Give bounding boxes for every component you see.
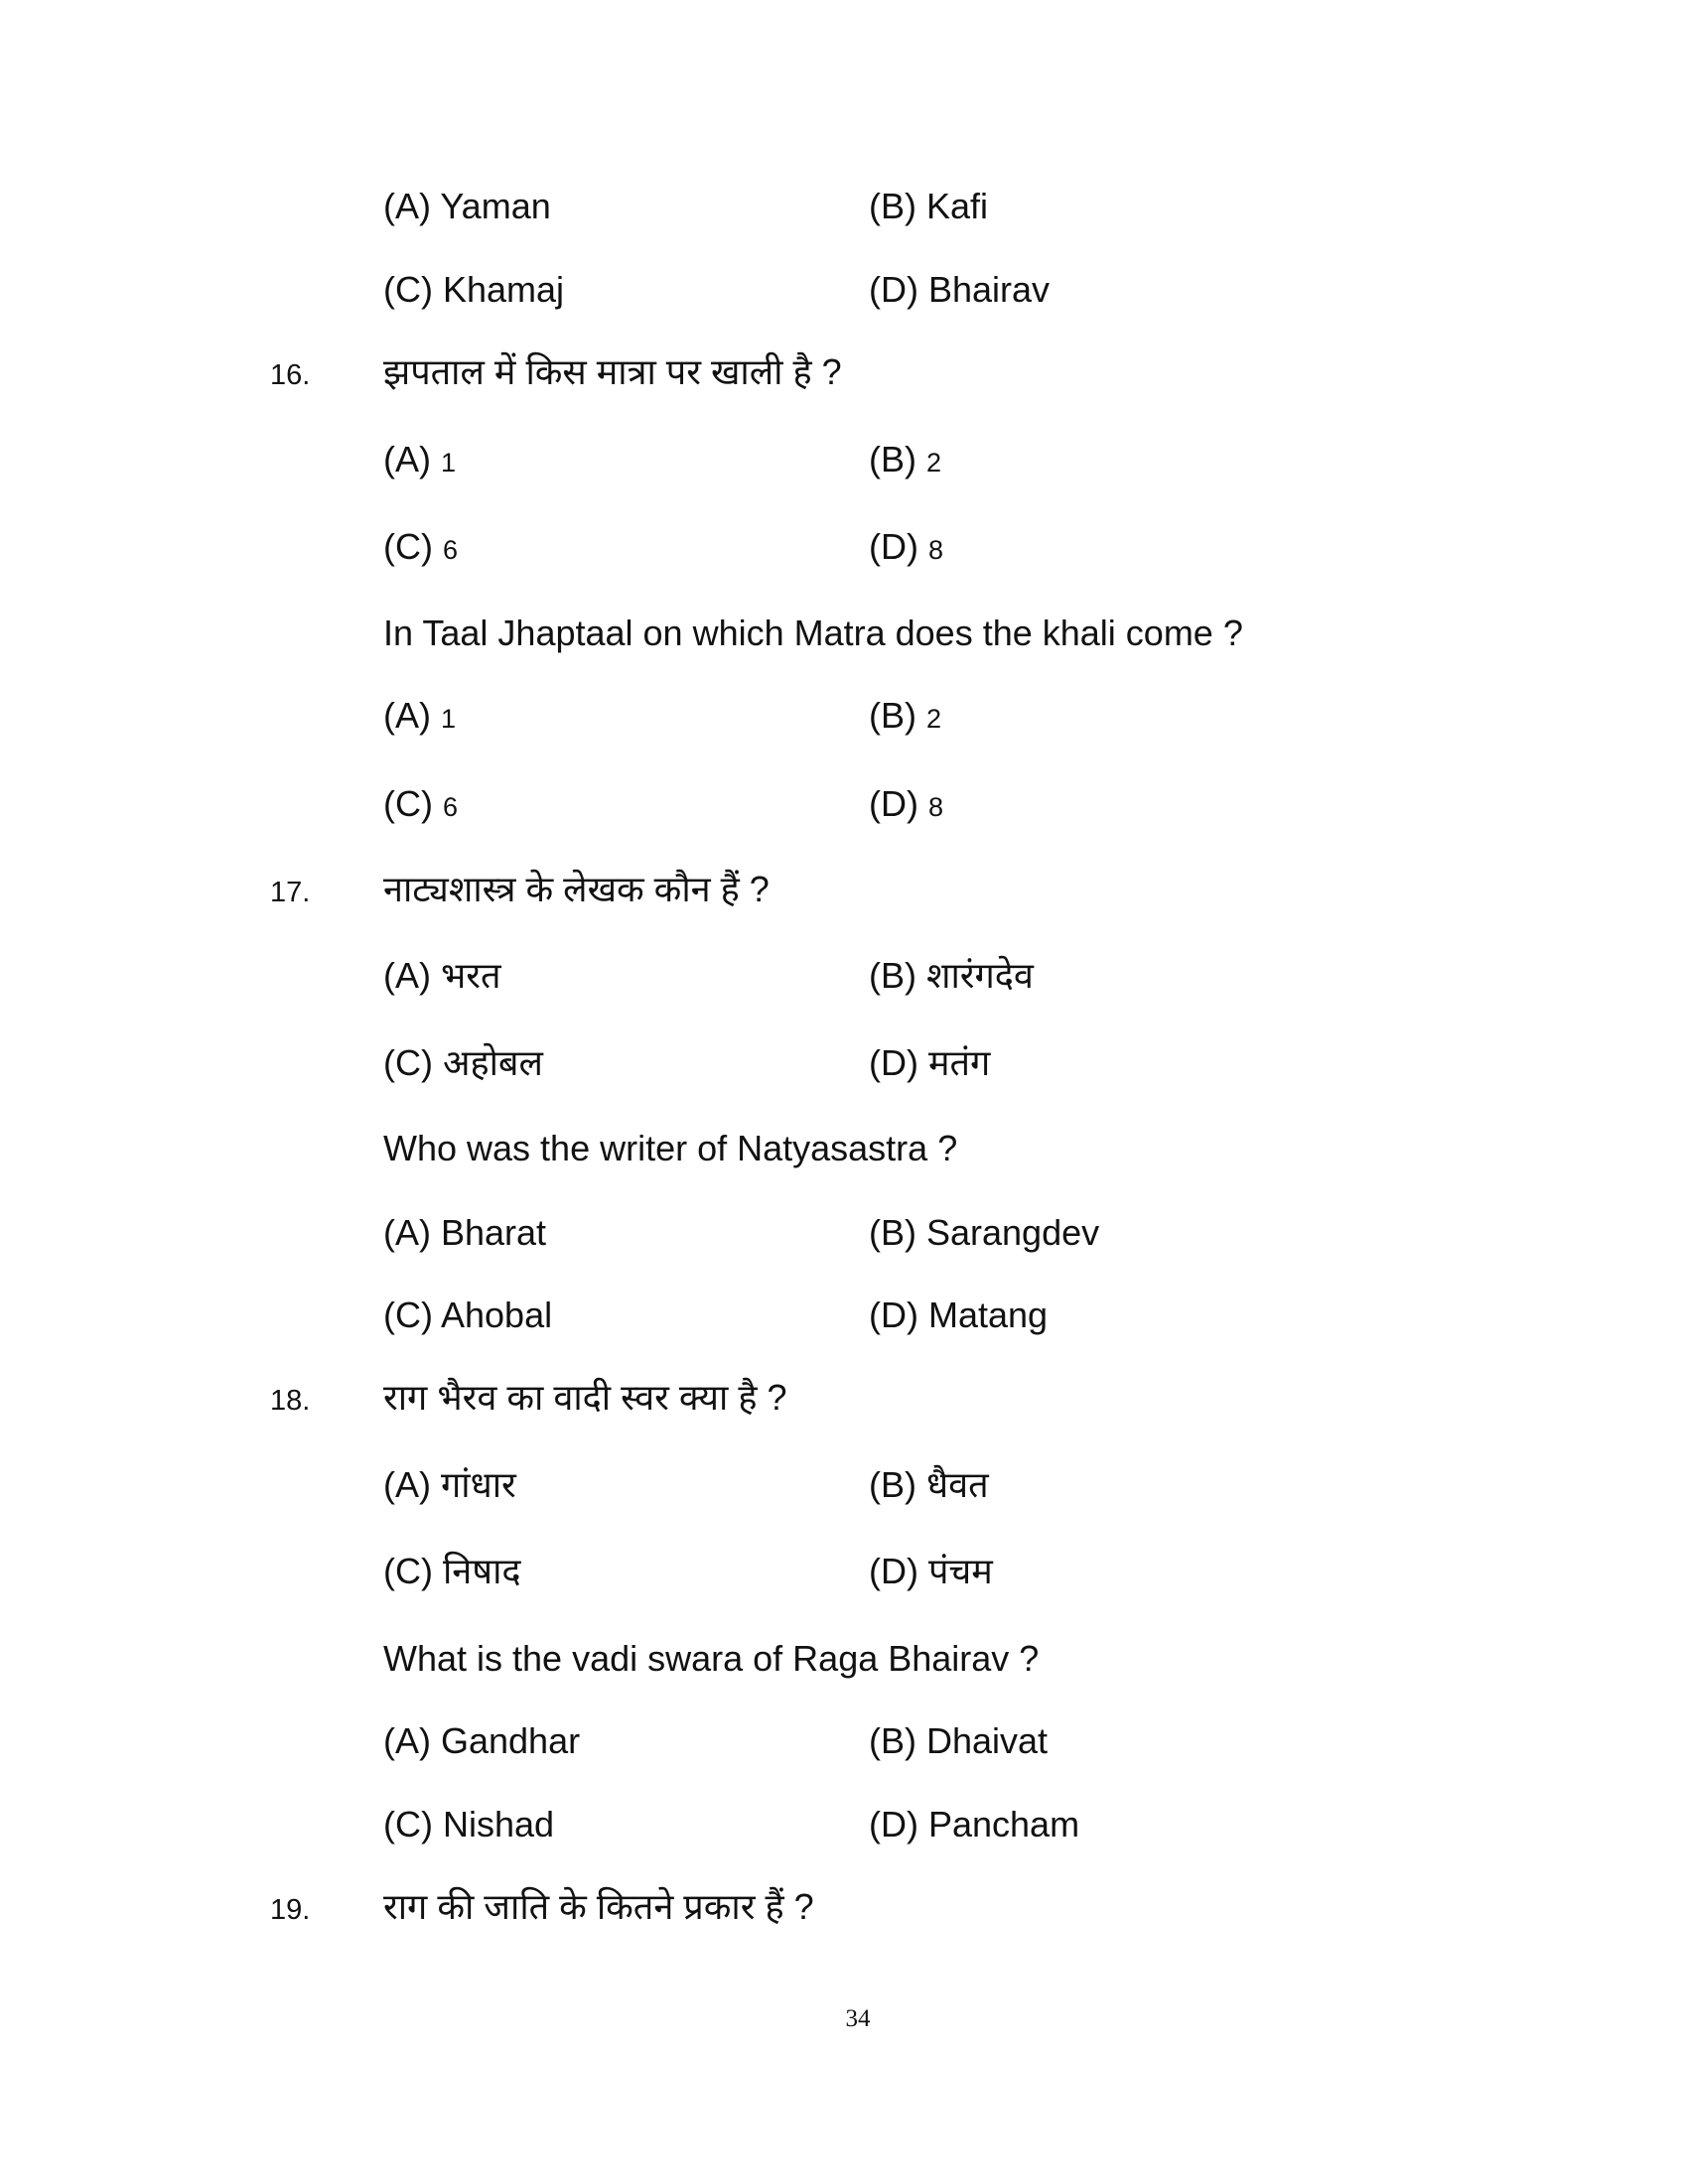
option-b: (B) Dhaivat: [869, 1720, 1049, 1761]
option-c: (C) Ahobal: [383, 1295, 553, 1335]
question-text-english: What is the vadi swara of Raga Bhairav ?: [383, 1638, 1040, 1679]
option-b: (B) शारंगदेव: [869, 955, 1034, 996]
option-d: (D) 8: [869, 783, 944, 824]
option-c: (C) Khamaj: [383, 269, 565, 310]
question-number: 17.: [270, 877, 311, 908]
option-c: (C) 6: [383, 783, 459, 824]
question-text-hindi: राग की जाति के कितने प्रकार हैं ?: [383, 1886, 814, 1927]
option-c: (C) Nishad: [383, 1804, 555, 1844]
question-number: 19.: [270, 1894, 311, 1926]
question-number: 16.: [270, 359, 311, 391]
option-d: (D) 8: [869, 526, 944, 567]
option-c: (C) अहोबल: [383, 1042, 543, 1083]
option-a: (A) Bharat: [383, 1212, 547, 1253]
option-d: (D) Bhairav: [869, 269, 1051, 310]
option-b: (B) 2: [869, 695, 942, 736]
option-a: (A) गांधार: [383, 1464, 516, 1505]
option-a: (A) भरत: [383, 955, 501, 996]
option-d: (D) Matang: [869, 1295, 1049, 1335]
question-text-english: In Taal Jhaptaal on which Matra does the khali come ?: [383, 613, 1243, 653]
option-b: (B) Sarangdev: [869, 1212, 1100, 1253]
option-c: (C) निषाद: [383, 1551, 521, 1591]
option-b: (B) Kafi: [869, 186, 989, 226]
question-text-hindi: झपताल में किस मात्रा पर खाली है ?: [383, 351, 842, 392]
option-d: (D) पंचम: [869, 1551, 993, 1591]
option-a: (A) Yaman: [383, 186, 551, 226]
question-text-english: Who was the writer of Natyasastra ?: [383, 1128, 958, 1168]
option-c: (C) 6: [383, 526, 459, 567]
option-d: (D) Pancham: [869, 1804, 1080, 1844]
question-number: 18.: [270, 1385, 311, 1417]
question-text-hindi: नाट्यशास्त्र के लेखक कौन हैं ?: [383, 869, 770, 909]
option-a: (A) 1: [383, 439, 457, 479]
question-text-hindi: राग भैरव का वादी स्वर क्या है ?: [383, 1377, 787, 1418]
option-a: (A) Gandhar: [383, 1720, 581, 1761]
option-b: (B) 2: [869, 439, 942, 479]
option-a: (A) 1: [383, 695, 457, 736]
option-b: (B) धैवत: [869, 1464, 989, 1505]
page-number: 34: [845, 2005, 871, 2032]
option-d: (D) मतंग: [869, 1042, 991, 1083]
